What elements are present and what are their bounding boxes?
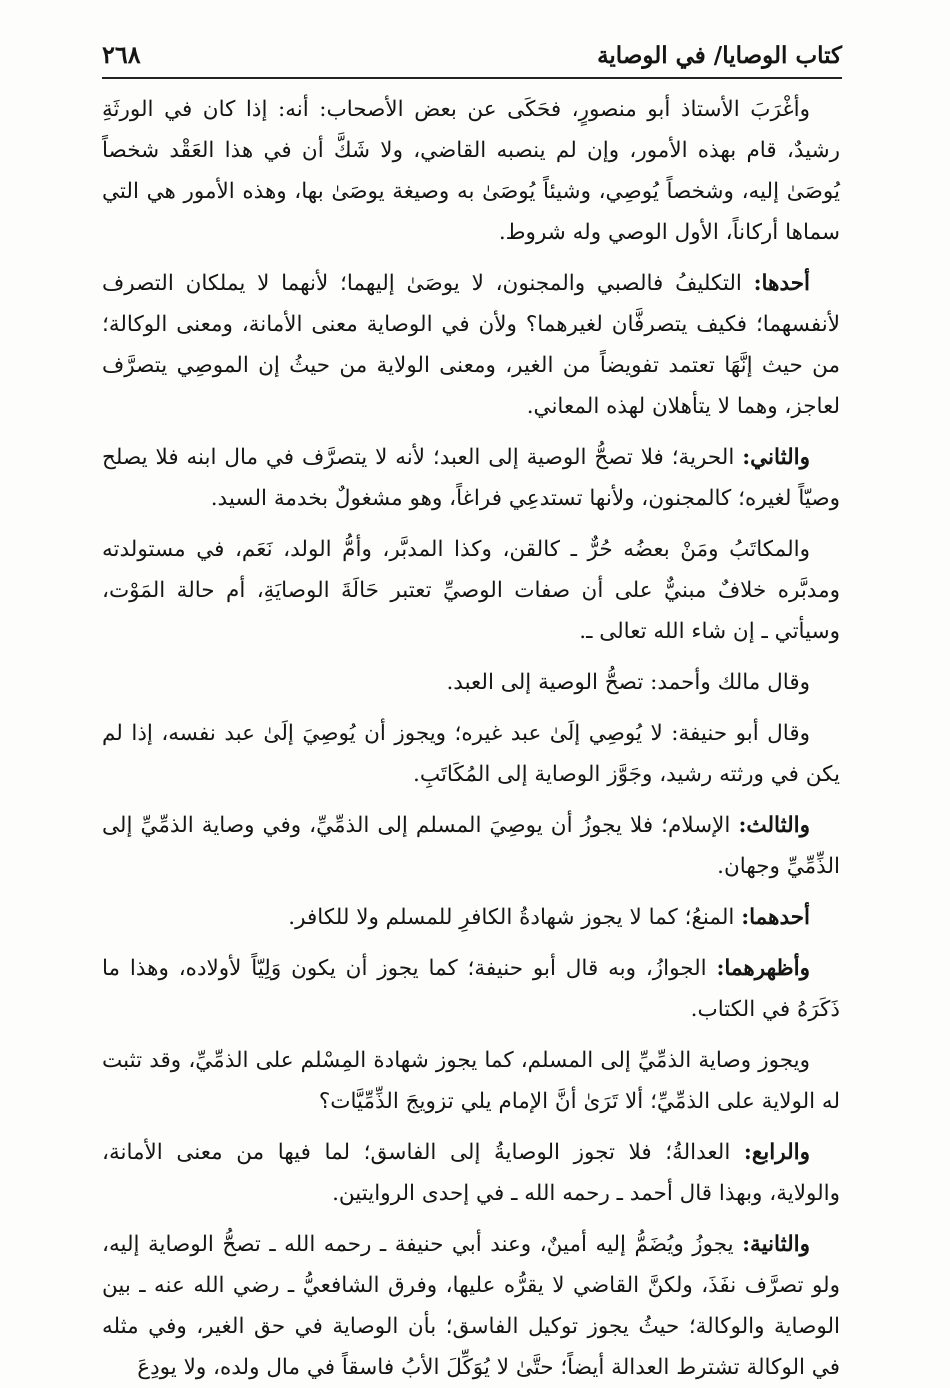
paragraph-text: الحرية؛ فلا تصحُّ الوصية إلى العبد؛ لأنه لا يتصرَّف في مال ابنه فلا يصلح وصيّاً لغيره؛ كالمجنون، ولأنها تستدعِي فراغاً، وهو مشغولٌ بخدمة السيد. (102, 445, 840, 511)
paragraph-lead: أحدهما: (741, 905, 810, 930)
paragraph-text: ويجوز وصاية الذمِّيِّ إلى المسلم، كما يجوز شهادة المِسْلم على الذمِّيِّ، وقد تثبت له الولاية على الذمِّيِّ؛ ألا تَرَىٰ أنَّ الإمام يلي تزويجَ الذِّمِّيَّات؟ (102, 1048, 840, 1114)
paragraph-text: وقال أبو حنيفة: لا يُوصِي إلَىٰ عبد غيره؛ ويجوز أن يُوصِيَ إلَىٰ عبد نفسه، إذا لم يكن في ورثته رشيد، وجَوَّز الوصاية إلى المُكَاتَبِ. (102, 721, 840, 787)
paragraph-text: العدالةُ؛ فلا تجوز الوصايةُ إلى الفاسق؛ لما فيها من معنى الأمانة، والولاية، وبهذا قال أحمد ـ رحمه الله ـ في إحدى الروايتين. (102, 1140, 840, 1206)
page-header (102, 40, 842, 79)
paragraph-lead: والثاني: (742, 445, 810, 470)
paragraph-text: يجوزُ ويُضَمُّ إليه أمينٌ، وعند أبي حنيفة ـ رحمه الله ـ تصحُّ الوصاية إليه، ولو تصرَّف نفَذَ، ولكنَّ القاضي لا يقرُّه عليها، وفرق الشافعيُّ ـ رضي الله عنه ـ بين الوصاية والوكالة؛ حيثُ يجوز توكيل الفاسق؛ بأن الوصاية في حق الغير، وفي مثله في الوكالة تشترط العدالة أيضاً؛ حتَّىٰ لا يُوَكِّلَ الأبُ فاسقاً في مال ولده، ولا يودِعَ (102, 1232, 840, 1380)
paragraph-lead: والثانية: (742, 1232, 810, 1257)
paragraph-lead: والثالث: (738, 813, 810, 838)
paragraph (102, 805, 840, 887)
paragraph (102, 1132, 840, 1214)
running-title: كتاب الوصايا/ في الوصاية (597, 42, 842, 69)
paragraph-text: المنعُ؛ كما لا يجوز شهادةُ الكافرِ للمسلم ولا للكافر. (288, 905, 742, 930)
page-number: ٢٦٨ (102, 40, 141, 69)
paragraph (102, 1224, 840, 1388)
paragraph (102, 263, 840, 427)
paragraph-text: وأغْرَبَ الأستاذ أبو منصورٍ، فحَكَى عن بعض الأصحاب: أنه: إذا كان في الورثَةِ رشيدٌ، قام بهذه الأمور، وإن لم ينصبه القاضي، ولا شَكَّ أن في هذا العَقْد شخصاً يُوصَىٰ إليه، وشخصاً يُوصِي، وشيئاً يُوصَىٰ به وصيغة يوصَىٰ بها، وهذه الأمور هي التي سماها أركاناً، الأول الوصي وله شروط. (102, 97, 840, 245)
paragraph (102, 89, 840, 253)
paragraph-text: الإسلام؛ فلا يجوزُ أن يوصِيَ المسلم إلى الذمِّيِّ، وفي وصاية الذمِّيِّ إلى الذِّمِّيِّ وجهان. (102, 813, 840, 879)
paragraph-lead: أحدها: (753, 271, 810, 296)
paragraph-text: وقال مالك وأحمد: تصحُّ الوصية إلى العبد. (446, 670, 810, 695)
paragraph (102, 662, 840, 703)
paragraph (102, 437, 840, 519)
paragraph-lead: وأظهرهما: (716, 956, 810, 981)
paragraph-text: الجوازُ، وبه قال أبو حنيفة؛ كما يجوز أن يكون وَلِيّاً لأولاده، وهذا ما ذَكَرَهُ في الكتاب. (102, 956, 840, 1022)
paragraph-text: والمكاتَبُ ومَنْ بعضُه حُرٌّ ـ كالقن، وكذا المدبَّر، وأمُّ الولد، نَعَم، في مستولدته ومدبَّره خلافٌ مبنيٌّ على أن صفات الوصيِّ تعتبر حَالَةَ الوصايَةِ، أم حالة المَوْت، وسيأتي ـ إن شاء الله تعالى ـ. (102, 537, 840, 644)
paragraph (102, 1040, 840, 1122)
paragraph (102, 529, 840, 652)
paragraph (102, 897, 840, 938)
paragraph-lead: والرابع: (743, 1140, 810, 1165)
body-text (102, 89, 840, 1388)
paragraph (102, 713, 840, 795)
paragraph (102, 948, 840, 1030)
paragraph-text: التكليفُ فالصبي والمجنون، لا يوصَىٰ إليهما؛ لأنهما لا يملكان التصرف لأنفسهما؛ فكيف يتصرفَّان لغيرهما؟ ولأن في الوصاية معنى الأمانة، ومعنى الوكالة؛ من حيث إنَّهَا تعتمد تفويضاً من الغير، ومعنى الولاية من حيثُ إن الموصِي يتصرَّف لعاجز، وهما لا يتأهلان لهذه المعاني. (102, 271, 840, 419)
